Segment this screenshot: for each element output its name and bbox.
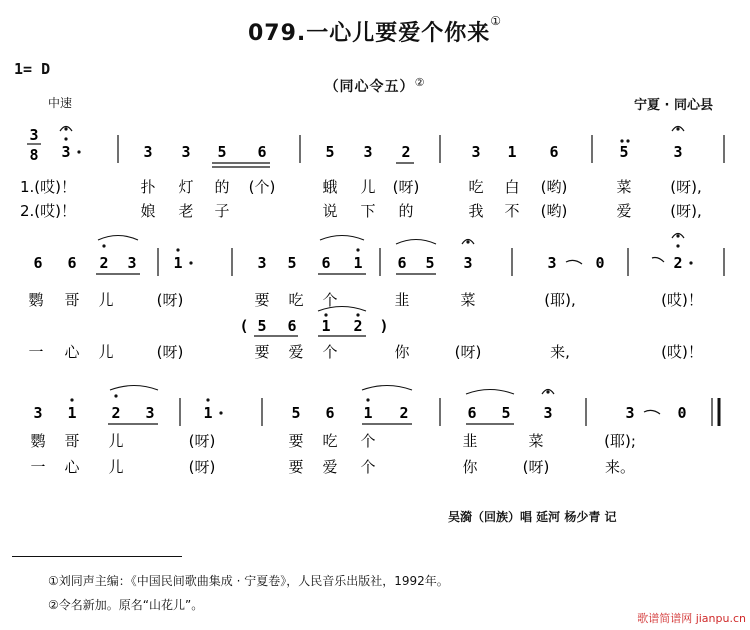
footnote-2: ②令名新加。原名“山花儿”。 <box>48 598 204 612</box>
lyric-r3-v1-5: 吃 <box>322 432 338 450</box>
lyric-r1-v1-0: 1.(哎)！ <box>20 178 77 196</box>
note-r1-11: 5 <box>619 143 629 161</box>
time-sig-top: 3 <box>29 126 39 144</box>
note-r1-12: 3 <box>673 143 683 161</box>
lyric-r3-v1-7: 韭 <box>462 432 478 450</box>
note-r3-4: 1 <box>203 404 213 422</box>
lyric-r3-v1-6: 个 <box>360 432 376 450</box>
note-r3-12: 3 <box>625 404 635 422</box>
fermata-r2-b-dot <box>676 234 679 237</box>
note-r1-0: 3 <box>61 143 71 161</box>
note-r2-7: 6 <box>321 254 331 272</box>
alt-note-2-octave-dot <box>324 313 327 316</box>
alt-note-2: 1 <box>321 317 331 335</box>
slur-r2-b <box>320 236 364 241</box>
region-label: 宁夏 · 同心县 <box>634 98 713 113</box>
song-title: 079.一心儿要爱个你来① <box>247 14 503 46</box>
lyric-r1-v2-6: 下 <box>360 202 376 220</box>
watermark: 歌谱简谱网 jianpu.cn <box>637 612 746 625</box>
note-r2-2-octave-dot <box>102 244 105 247</box>
subtitle-footnote-mark: ② <box>414 76 426 89</box>
lyric-r1-v2-1: 娘 <box>140 202 156 220</box>
lyric-r2-v1-6: 个 <box>322 291 338 309</box>
lyric-r3-v2-5: 爱 <box>322 458 338 476</box>
note-r2-4-aug-dot <box>189 261 192 264</box>
lyric-r2-v2-9: 来, <box>550 343 570 361</box>
lyric-r1-v1-4: (个) <box>248 178 276 196</box>
lyric-r2-v1-3: (呀) <box>156 291 184 309</box>
note-r1-10: 6 <box>549 143 559 161</box>
lyric-r1-v2-11: 爱 <box>616 202 632 220</box>
lyric-r2-v2-3: (呀) <box>156 343 184 361</box>
note-r1-5: 5 <box>325 143 335 161</box>
note-r1-0-octave-dot <box>64 137 67 140</box>
note-r2-14-aug-dot <box>689 261 692 264</box>
note-r1-4: 6 <box>257 143 267 161</box>
lyric-r3-v2-9: 来。 <box>604 458 636 476</box>
lyric-r3-v2-7: 你 <box>462 458 478 476</box>
lyric-r1-v2-5: 说 <box>322 202 338 220</box>
alt-note-3-octave-dot <box>356 313 359 316</box>
lyric-r1-v2-8: 我 <box>468 202 484 220</box>
note-r2-8-octave-dot <box>356 248 359 251</box>
note-r3-5: 5 <box>291 404 301 422</box>
lyric-r3-v1-0: 鹦 <box>30 432 46 450</box>
lyric-r1-v1-11: 菜 <box>616 178 632 196</box>
slur-r3-c <box>466 390 514 395</box>
note-r2-2: 2 <box>99 254 109 272</box>
lyric-r3-v1-8: 菜 <box>528 432 544 450</box>
lyric-r2-v1-1: 哥 <box>64 291 80 309</box>
note-r3-7: 1 <box>363 404 373 422</box>
lyric-r2-v1-10: (哎)！ <box>661 291 703 309</box>
note-r2-0: 6 <box>33 254 43 272</box>
footnote-divider <box>12 556 182 557</box>
note-r2-4: 1 <box>173 254 183 272</box>
alt-note-1: 6 <box>287 317 297 335</box>
lyric-r3-v1-1: 哥 <box>64 432 80 450</box>
lyric-r1-v2-7: 的 <box>398 202 414 220</box>
note-r2-5: 3 <box>257 254 267 272</box>
note-r3-2-octave-dot <box>114 394 117 397</box>
tie-arrow-r3 <box>644 410 660 414</box>
note-r3-4-octave-dot <box>206 398 209 401</box>
lyric-r1-v1-3: 的 <box>214 178 230 196</box>
lyric-r3-v1-2: 儿 <box>108 432 124 450</box>
lyric-r1-v2-3: 子 <box>214 202 230 220</box>
lyric-r2-v2-5: 爱 <box>288 343 304 361</box>
note-r2-13: 0 <box>595 254 605 272</box>
note-r1-9: 1 <box>507 143 517 161</box>
note-r3-1-octave-dot <box>70 398 73 401</box>
lyric-r2-v1-7: 韭 <box>394 291 410 309</box>
note-r2-8: 1 <box>353 254 363 272</box>
lyric-r3-v1-9: (耶); <box>604 432 636 450</box>
grace-mark-r2 <box>652 258 664 263</box>
note-r3-13: 0 <box>677 404 687 422</box>
lyric-r1-v2-10: (哟) <box>540 202 568 220</box>
note-r3-3: 3 <box>145 404 155 422</box>
lyric-r3-v1-3: (呀) <box>188 432 216 450</box>
note-r2-3: 3 <box>127 254 137 272</box>
lyric-r2-v2-10: (哎)！ <box>661 343 703 361</box>
key-signature: 1= D <box>14 60 51 78</box>
fermata-r1-start-dot <box>64 127 67 130</box>
lyric-r2-v1-2: 儿 <box>98 291 114 309</box>
lyric-r1-v1-9: 白 <box>504 178 520 196</box>
lyric-r3-v2-1: 心 <box>64 458 80 476</box>
note-r2-11: 3 <box>463 254 473 272</box>
note-r3-8: 2 <box>399 404 409 422</box>
lyric-r1-v2-2: 老 <box>178 202 194 220</box>
note-r2-14: 2 <box>673 254 683 272</box>
alt-paren-open: ( <box>239 317 249 335</box>
alt-note-0: 5 <box>257 317 267 335</box>
note-r1-8: 3 <box>471 143 481 161</box>
grace-dot-r1 <box>620 139 623 142</box>
lyric-r2-v2-1: 心 <box>64 343 80 361</box>
alt-note-3: 2 <box>353 317 363 335</box>
fermata-r2-a-dot <box>466 240 469 243</box>
note-r2-12: 3 <box>547 254 557 272</box>
lyric-r3-v2-4: 要 <box>288 458 304 476</box>
lyric-r3-v2-8: (呀) <box>522 458 550 476</box>
fermata-r1-end-dot <box>676 127 679 130</box>
slur-r2-c <box>396 240 436 245</box>
lyric-r2-v1-5: 吃 <box>288 291 304 309</box>
slur-r3-a <box>110 386 158 391</box>
grace-dot-r1b <box>626 139 629 142</box>
lyric-r2-v2-8: (呀) <box>454 343 482 361</box>
note-r3-7-octave-dot <box>366 398 369 401</box>
lyric-r1-v1-1: 扑 <box>140 178 156 196</box>
note-r1-7: 2 <box>401 143 411 161</box>
lyric-r2-v1-0: 鹦 <box>28 291 44 309</box>
lyric-r3-v2-0: 一 <box>30 458 46 476</box>
lyric-r1-v1-8: 吃 <box>468 178 484 196</box>
lyric-r3-v1-4: 要 <box>288 432 304 450</box>
title-footnote-mark: ① <box>490 14 503 28</box>
alt-paren-close: ) <box>379 317 389 335</box>
note-r2-6: 5 <box>287 254 297 272</box>
lyric-r2-v2-4: 要 <box>254 343 270 361</box>
lyric-r1-v1-7: (呀) <box>392 178 420 196</box>
song-subtitle: （同心令五）② <box>324 76 426 95</box>
note-r1-3: 5 <box>217 143 227 161</box>
note-r3-1: 1 <box>67 404 77 422</box>
note-r3-4-aug-dot <box>219 411 222 414</box>
slur-r2-a <box>98 236 138 241</box>
note-r3-10: 5 <box>501 404 511 422</box>
lyric-r2-v2-0: 一 <box>28 343 44 361</box>
lyric-r3-v2-3: (呀) <box>188 458 216 476</box>
lyric-r1-v1-12: (呀), <box>670 178 702 196</box>
note-r3-6: 6 <box>325 404 335 422</box>
note-r3-9: 6 <box>467 404 477 422</box>
note-r2-1: 6 <box>67 254 77 272</box>
lyric-r1-v2-9: 不 <box>504 202 520 220</box>
footnote-1: ①刘同声主编：《中国民间歌曲集成 · 宁夏卷》，人民音乐出版社，1992年。 <box>48 574 449 588</box>
note-r2-10: 5 <box>425 254 435 272</box>
lyric-r1-v2-12: (呀), <box>670 202 702 220</box>
lyric-r2-v2-2: 儿 <box>98 343 114 361</box>
lyric-r2-v2-6: 个 <box>322 343 338 361</box>
performer-credit: 吴漪（回族）唱 延河 杨少青 记 <box>448 510 617 524</box>
tempo-marking: 中速 <box>48 96 73 110</box>
lyric-r2-v1-4: 要 <box>254 291 270 309</box>
note-r2-4-octave-dot <box>176 248 179 251</box>
slur-r3-b <box>362 386 412 391</box>
note-r1-1: 3 <box>143 143 153 161</box>
lyric-r1-v1-6: 儿 <box>360 178 376 196</box>
note-r2-14-octave-dot <box>676 244 679 247</box>
lyric-r3-v2-6: 个 <box>360 458 376 476</box>
note-r1-0-aug-dot <box>77 150 80 153</box>
lyric-r2-v2-7: 你 <box>394 343 410 361</box>
fermata-r3-dot <box>546 390 549 393</box>
time-sig-bottom: 8 <box>29 146 39 164</box>
note-r1-2: 3 <box>181 143 191 161</box>
tie-arrow-r2 <box>566 260 582 264</box>
note-r1-6: 3 <box>363 143 373 161</box>
note-r3-0: 3 <box>33 404 43 422</box>
lyric-r1-v1-5: 蛾 <box>322 178 338 196</box>
lyric-r1-v1-2: 灯 <box>178 178 194 196</box>
lyric-r2-v1-9: (耶), <box>544 291 576 309</box>
lyric-r3-v2-2: 儿 <box>108 458 124 476</box>
note-r3-2: 2 <box>111 404 121 422</box>
lyric-r2-v1-8: 菜 <box>460 291 476 309</box>
note-r2-9: 6 <box>397 254 407 272</box>
lyric-r1-v2-0: 2.(哎)！ <box>20 202 77 220</box>
lyric-r1-v1-10: (哟) <box>540 178 568 196</box>
note-r3-11: 3 <box>543 404 553 422</box>
